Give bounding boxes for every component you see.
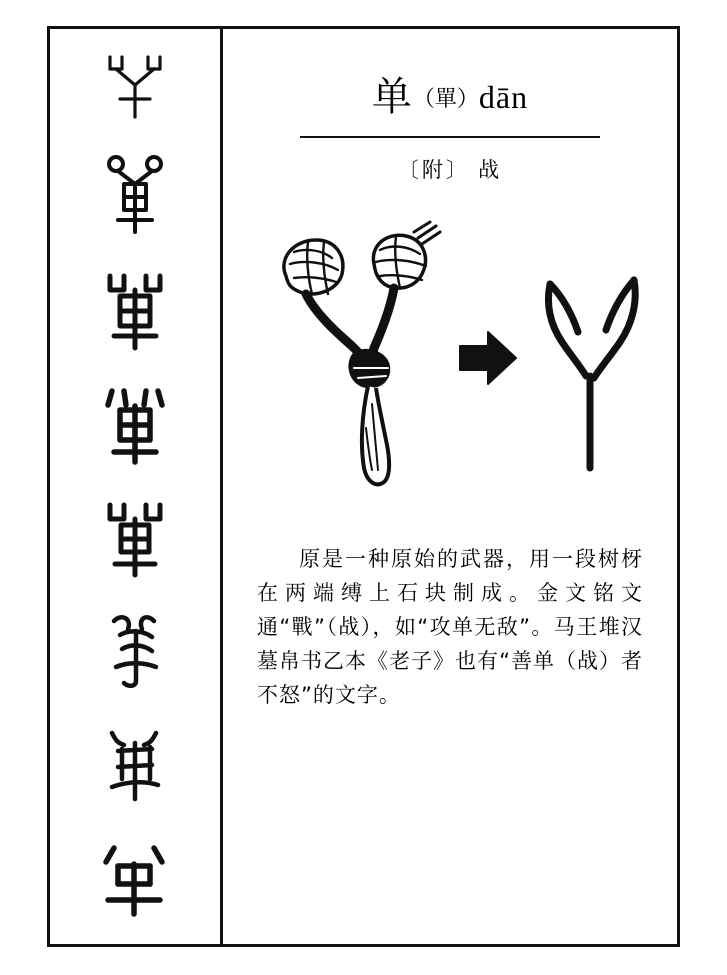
bronze-form-3 — [94, 495, 176, 581]
arrow-right-icon — [460, 332, 516, 384]
script-form-column — [50, 29, 220, 944]
pictograph-forked-weapon-drawing — [284, 222, 440, 484]
headword-pinyin: dān — [478, 79, 529, 115]
headword-variant-open: （ — [412, 86, 435, 111]
bronze-form-1 — [94, 268, 176, 354]
entry-body — [223, 29, 677, 944]
appendix-subheading: 〔附〕 战 — [397, 158, 503, 182]
page-title — [253, 65, 647, 122]
headword-variant-character: 單 — [434, 86, 457, 111]
explanatory-note: 原是一种原始的武器，用一段树枒在两端缚上石块制成。金文铭文通“戰”（战），如“攻单无敌”。马王堆汉墓帛书乙本《老子》也有“善单（战）者不怒”的文字。 — [257, 547, 643, 708]
illustration-drawing — [250, 218, 650, 518]
illustration — [253, 218, 647, 518]
headword-character: 单 — [371, 74, 413, 119]
title-rule — [300, 136, 600, 138]
headword-variant-close: ） — [456, 86, 479, 111]
clerical-form-1 — [94, 721, 176, 807]
bronze-form-2 — [94, 382, 176, 468]
modern-form — [92, 834, 178, 920]
oracle-bone-form-1 — [96, 49, 174, 125]
derived-glyph-outline — [549, 280, 636, 468]
oracle-bone-form-2 — [96, 152, 174, 240]
seal-form-1 — [96, 609, 174, 693]
